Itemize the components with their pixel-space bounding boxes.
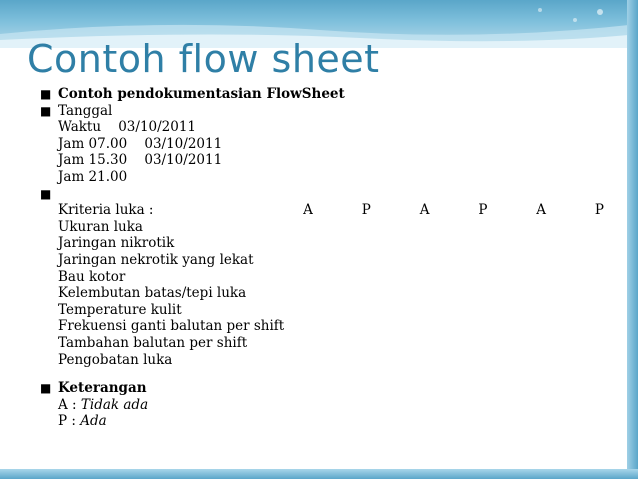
tanggal-line: Jam 15.30 03/10/2011 [58,152,223,169]
bullet-icon: ■ [40,103,52,118]
slide-content [40,86,604,430]
criteria-line: Kelembutan batas/tepi luka [58,285,247,302]
legend-line-a: A : Tidak ada [58,396,149,413]
criteria-line: Frekuensi ganti balutan per shift [58,318,285,335]
tanggal-line: Jam 07.00 03/10/2011 [58,135,223,152]
bottom-decorative-band [0,469,638,479]
bullet-item [40,86,604,103]
bullet-item [40,102,604,120]
bullet-text: Tanggal [58,102,113,119]
tanggal-line: Waktu 03/10/2011 [58,119,197,136]
criteria-block [44,202,604,368]
bullet-icon: ■ [40,186,52,201]
bullet-icon: ■ [40,381,52,396]
legend-heading: Keterangan [58,380,147,397]
legend-p-value: Ada [80,413,107,430]
criteria-columns: A P A P A P [303,202,604,219]
tanggal-lines [44,119,604,185]
criteria-line: Jaringan nekrotik yang lekat [58,251,254,268]
tanggal-line: Jam 21.00 [58,168,128,185]
legend-block [44,397,604,430]
bullet-item [40,186,604,203]
bullet-icon: ■ [40,87,52,101]
criteria-label: Kriteria luka : [58,202,154,219]
criteria-line: Jaringan nikrotik [58,235,175,252]
criteria-line: Temperature kulit [58,301,182,318]
bullet-text: Contoh pendokumentasian FlowSheet [58,86,345,102]
criteria-line: Ukuran luka [58,218,143,235]
legend-line-p: P : Ada [58,413,107,430]
legend-a-value: Tidak ada [80,396,149,413]
right-decorative-band [627,0,638,479]
criteria-header [58,202,604,219]
bullet-item [40,380,604,397]
criteria-line: Tambahan balutan per shift [58,334,248,351]
slide-title: Contoh flow sheet [27,37,380,81]
criteria-line: Pengobatan luka [58,351,173,368]
criteria-line: Bau kotor [58,268,126,285]
